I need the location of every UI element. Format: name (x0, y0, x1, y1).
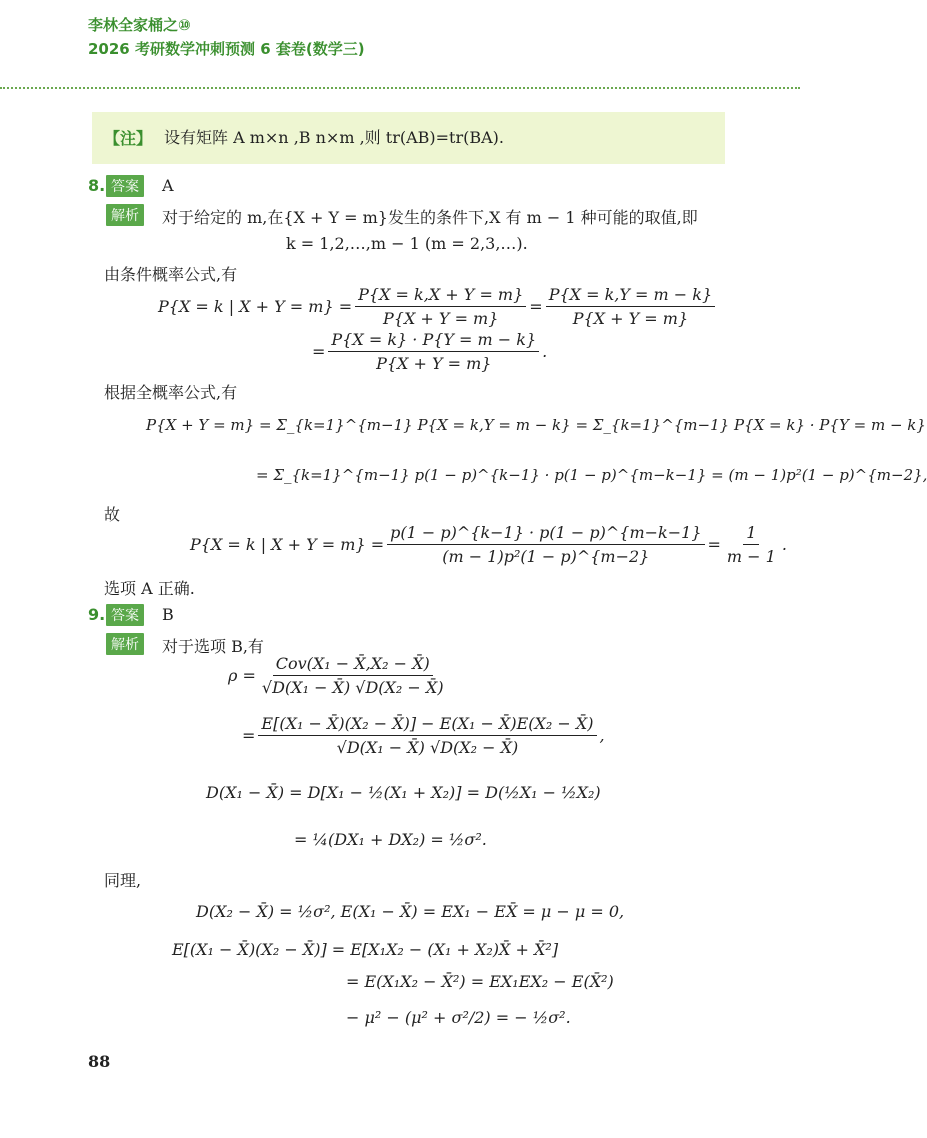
q8-line6: 选项 A 正确. (104, 579, 195, 598)
q9-eqE1: E[(X₁ − X̄)(X₂ − X̄)] = E[X₁X₂ − (X₁ + X₂)X̄ + X̄²] (172, 940, 559, 959)
q8-eq5-mid: = (707, 535, 721, 554)
q9-eqE3: − μ² − (μ² + σ²/2) = − ½σ². (346, 1008, 571, 1027)
q8-eq1-frac2 (546, 285, 715, 328)
q9-rho2-end: , (599, 726, 605, 745)
q9-answer-badge: 答案 (106, 604, 144, 626)
q9-rho2-frac (258, 714, 596, 757)
q8-eq5-frac1-num: p(1 − p)^{k−1} · p(1 − p)^{m−k−1} (387, 523, 704, 545)
q8-eq1-frac1 (355, 285, 526, 328)
q8-eq5-frac2-den: m − 1 (726, 547, 776, 566)
q8-eq1-frac2-num: P{X = k,Y = m − k} (546, 285, 715, 307)
q8-line4: 根据全概率公式,有 (104, 383, 238, 402)
page-number: 88 (88, 1052, 111, 1071)
note-label: 【注】 (104, 129, 153, 148)
q8-eq1-frac1-num: P{X = k,X + Y = m} (355, 285, 526, 307)
q9-eqD3: D(X₂ − X̄) = ½σ², E(X₁ − X̄) = EX₁ − EX̄ = μ − μ = 0, (196, 902, 625, 921)
series-title: 李林全家桶之⑩ (88, 16, 191, 34)
q8-analysis-badge: 解析 (106, 204, 144, 226)
q9-line1: 对于选项 B,有 (162, 637, 264, 656)
q8-eq1-lhs: P{X = k | X + Y = m} = (158, 297, 353, 316)
q8-line2: k = 1,2,…,m − 1 (m = 2,3,…). (286, 234, 528, 253)
q9-number: 9. (88, 605, 106, 624)
q8-eq5-frac2 (724, 523, 779, 566)
q8-number: 8. (88, 176, 106, 195)
q9-rho2-frac-num: E[(X₁ − X̄)(X₂ − X̄)] − E(X₁ − X̄)E(X₂ − X̄) (258, 714, 596, 736)
q9-rho2 (242, 714, 605, 757)
q8-eq5-end: . (781, 535, 787, 554)
q9-rho-frac-num: Cov(X₁ − X̄,X₂ − X̄) (273, 654, 433, 676)
q8-eq3: P{X + Y = m} = Σ_{k=1}^{m−1} P{X = k,Y = m − k} = Σ_{k=1}^{m−1} P{X = k} · P{Y = m − k} (146, 416, 926, 434)
q8-line3: 由条件概率公式,有 (104, 265, 238, 284)
q9-eqD1: D(X₁ − X̄) = D[X₁ − ½(X₁ + X₂)] = D(½X₁ − ½X₂) (206, 783, 601, 802)
q8-eq2-end: . (542, 342, 548, 361)
q8-eq1-frac1-den: P{X + Y = m} (383, 309, 499, 328)
q8-line1: 对于给定的 m,在{X + Y = m}发生的条件下,X 有 m − 1 种可能的取值,即 (162, 208, 698, 227)
q8-answer-badge: 答案 (106, 175, 144, 197)
q8-eq5-frac1 (387, 523, 704, 566)
q9-analysis-badge: 解析 (106, 633, 144, 655)
q9-eqD2: = ¼(DX₁ + DX₂) = ½σ². (294, 830, 487, 849)
note-text: 设有矩阵 A m×n ,B n×m ,则 tr(AB)=tr(BA). (164, 128, 505, 147)
q8-eq2-frac-num: P{X = k} · P{Y = m − k} (328, 330, 539, 352)
header-divider (0, 87, 800, 89)
q9-rho (228, 654, 450, 697)
q8-eq1-frac2-den: P{X + Y = m} (572, 309, 689, 328)
q8-eq2 (312, 330, 547, 373)
q9-rho2-lhs: = (242, 726, 256, 745)
book-title: 2026 考研数学冲刺预测 6 套卷(数学三) (88, 40, 365, 58)
q8-eq5 (190, 523, 787, 566)
q9-eqE2: = E(X₁X₂ − X̄²) = EX₁EX₂ − E(X̄²) (346, 972, 614, 991)
q8-eq5-frac2-num: 1 (743, 523, 759, 545)
q8-eq2-frac (328, 330, 539, 373)
q8-eq1-mid: = (529, 297, 543, 316)
q9-rho-lhs: ρ = (228, 666, 256, 685)
q8-eq4: = Σ_{k=1}^{m−1} p(1 − p)^{k−1} · p(1 − p)^{m−k−1} = (m − 1)p²(1 − p)^{m−2}, (256, 466, 927, 484)
q9-rho-frac-den: √D(X₁ − X̄) √D(X₂ − X̄) (261, 678, 444, 697)
q8-eq2-lhs: = (312, 342, 326, 361)
q8-eq5-lhs: P{X = k | X + Y = m} = (190, 535, 385, 554)
q9-rho-frac (259, 654, 447, 697)
q8-line5: 故 (104, 505, 121, 524)
q8-eq1 (158, 285, 718, 328)
q9-answer: B (162, 605, 174, 624)
q9-line2: 同理, (104, 871, 142, 890)
q8-eq2-frac-den: P{X + Y = m} (376, 354, 492, 373)
note-box (92, 112, 725, 164)
q9-rho2-frac-den: √D(X₁ − X̄) √D(X₂ − X̄) (336, 738, 519, 757)
q8-eq5-frac1-den: (m − 1)p²(1 − p)^{m−2} (442, 547, 650, 566)
q8-answer: A (162, 176, 174, 195)
